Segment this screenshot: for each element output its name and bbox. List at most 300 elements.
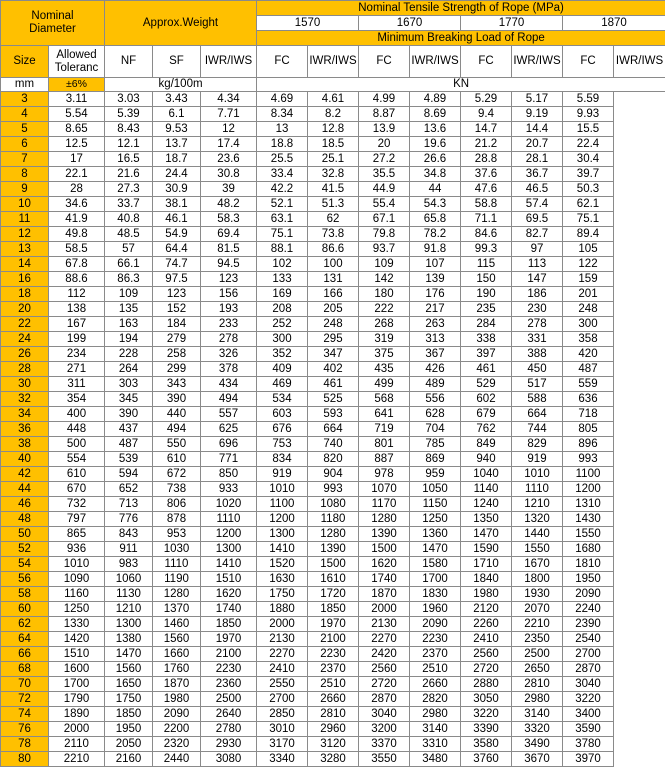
value-cell: 534 [257, 392, 308, 407]
value-cell: 24.4 [153, 167, 201, 182]
value-cell: 1470 [461, 527, 512, 542]
table-row [1, 437, 665, 452]
value-cell: 1100 [563, 467, 614, 482]
value-cell: 1160 [49, 587, 105, 602]
value-cell: 625 [201, 422, 257, 437]
weight-col-iwr: IWR/IWS [201, 46, 257, 78]
value-cell: 3220 [461, 707, 512, 722]
value-cell: 36.7 [512, 167, 563, 182]
value-cell: 252 [257, 317, 308, 332]
value-cell: 123 [153, 287, 201, 302]
size-cell: 36 [1, 422, 49, 437]
value-cell: 1710 [461, 557, 512, 572]
value-cell: 156 [201, 287, 257, 302]
value-cell: 1080 [308, 497, 359, 512]
value-cell: 9.93 [563, 107, 614, 122]
value-cell: 8.69 [410, 107, 461, 122]
value-cell: 109 [359, 257, 410, 272]
value-cell: 311 [49, 377, 105, 392]
value-cell: 1440 [512, 527, 563, 542]
grade-1670-header: 1670 [359, 16, 461, 31]
value-cell: 559 [563, 377, 614, 392]
value-cell: 1720 [308, 587, 359, 602]
value-cell: 738 [153, 482, 201, 497]
value-cell: 1600 [49, 662, 105, 677]
value-cell: 2090 [410, 617, 461, 632]
value-cell: 2320 [153, 737, 201, 752]
value-cell: 8.87 [359, 107, 410, 122]
value-cell: 740 [308, 437, 359, 452]
value-cell: 97 [512, 242, 563, 257]
value-cell: 400 [49, 407, 105, 422]
value-cell: 3480 [410, 752, 461, 767]
size-cell: 40 [1, 452, 49, 467]
value-cell: 3580 [461, 737, 512, 752]
value-cell: 1320 [512, 512, 563, 527]
value-cell: 163 [105, 317, 153, 332]
value-cell: 4.34 [201, 92, 257, 107]
table-row [1, 212, 665, 227]
value-cell: 2980 [410, 707, 461, 722]
table-row [1, 737, 665, 752]
value-cell: 33.4 [257, 167, 308, 182]
value-cell: 1680 [563, 542, 614, 557]
size-cell: 34 [1, 407, 49, 422]
value-cell: 58.5 [49, 242, 105, 257]
value-cell: 1740 [201, 602, 257, 617]
value-cell: 402 [308, 362, 359, 377]
table-row [1, 692, 665, 707]
value-cell: 12.8 [308, 122, 359, 137]
value-cell: 1010 [49, 557, 105, 572]
value-cell: 2230 [308, 647, 359, 662]
value-cell: 641 [359, 407, 410, 422]
value-cell: 14.7 [461, 122, 512, 137]
value-cell: 1180 [308, 512, 359, 527]
load-col-iwr-1870: IWR/IWS [614, 46, 665, 78]
value-cell: 3140 [512, 707, 563, 722]
value-cell: 88.1 [257, 242, 308, 257]
value-cell: 849 [461, 437, 512, 452]
value-cell: 271 [49, 362, 105, 377]
value-cell: 933 [201, 482, 257, 497]
value-cell: 2050 [105, 737, 153, 752]
size-cell: 18 [1, 287, 49, 302]
value-cell: 1060 [105, 572, 153, 587]
value-cell: 2240 [563, 602, 614, 617]
value-cell: 278 [201, 332, 257, 347]
value-cell: 1620 [201, 587, 257, 602]
value-cell: 35.5 [359, 167, 410, 182]
value-cell: 1360 [410, 527, 461, 542]
value-cell: 300 [257, 332, 308, 347]
value-cell: 2980 [512, 692, 563, 707]
value-cell: 233 [201, 317, 257, 332]
value-cell: 135 [105, 302, 153, 317]
value-cell: 771 [201, 452, 257, 467]
value-cell: 420 [563, 347, 614, 362]
value-cell: 1430 [563, 512, 614, 527]
value-cell: 887 [359, 452, 410, 467]
value-cell: 3390 [461, 722, 512, 737]
size-cell: 28 [1, 362, 49, 377]
value-cell: 1030 [153, 542, 201, 557]
value-cell: 194 [105, 332, 153, 347]
value-cell: 82.7 [512, 227, 563, 242]
value-cell: 2130 [257, 632, 308, 647]
value-cell: 993 [308, 482, 359, 497]
value-cell: 41.9 [49, 212, 105, 227]
value-cell: 208 [257, 302, 308, 317]
value-cell: 84.6 [461, 227, 512, 242]
allowed-tolerance-value: ±6% [49, 78, 105, 92]
size-cell: 64 [1, 632, 49, 647]
value-cell: 2410 [461, 632, 512, 647]
value-cell: 1970 [308, 617, 359, 632]
value-cell: 122 [563, 257, 614, 272]
value-cell: 2000 [359, 602, 410, 617]
value-cell: 2870 [563, 662, 614, 677]
value-cell: 953 [153, 527, 201, 542]
value-cell: 375 [359, 347, 410, 362]
value-cell: 1170 [359, 497, 410, 512]
table-row [1, 347, 665, 362]
size-cell: 11 [1, 212, 49, 227]
value-cell: 71.1 [461, 212, 512, 227]
value-cell: 732 [49, 497, 105, 512]
value-cell: 1750 [257, 587, 308, 602]
table-row [1, 647, 665, 662]
size-cell: 58 [1, 587, 49, 602]
value-cell: 193 [201, 302, 257, 317]
value-cell: 3780 [563, 737, 614, 752]
size-cell: 22 [1, 317, 49, 332]
value-cell: 2560 [359, 662, 410, 677]
value-cell: 2210 [512, 617, 563, 632]
load-col-iwr-1570: IWR/IWS [308, 46, 359, 78]
value-cell: 319 [359, 332, 410, 347]
value-cell: 1020 [201, 497, 257, 512]
nominal-tensile-header: Nominal Tensile Strength of Rope (MPa) [257, 1, 665, 16]
value-cell: 2510 [410, 662, 461, 677]
value-cell: 2410 [257, 662, 308, 677]
value-cell: 12.1 [105, 137, 153, 152]
value-cell: 1390 [308, 542, 359, 557]
size-cell: 46 [1, 497, 49, 512]
value-cell: 152 [153, 302, 201, 317]
table-row [1, 752, 665, 767]
value-cell: 102 [257, 257, 308, 272]
value-cell: 94.5 [201, 257, 257, 272]
value-cell: 1410 [201, 557, 257, 572]
value-cell: 300 [563, 317, 614, 332]
value-cell: 8.2 [308, 107, 359, 122]
value-cell: 1850 [201, 617, 257, 632]
table-row [1, 272, 665, 287]
size-cell: 52 [1, 542, 49, 557]
value-cell: 7.71 [201, 107, 257, 122]
value-cell: 278 [512, 317, 563, 332]
value-cell: 167 [49, 317, 105, 332]
value-cell: 1500 [359, 542, 410, 557]
value-cell: 33.7 [105, 197, 153, 212]
value-cell: 1950 [563, 572, 614, 587]
value-cell: 2230 [201, 662, 257, 677]
value-cell: 58.8 [461, 197, 512, 212]
value-cell: 1280 [153, 587, 201, 602]
value-cell: 78.2 [410, 227, 461, 242]
value-cell: 1110 [201, 512, 257, 527]
value-cell: 2160 [105, 752, 153, 767]
table-row [1, 467, 665, 482]
grade-1570-header: 1570 [257, 16, 359, 31]
value-cell: 2440 [153, 752, 201, 767]
value-cell: 222 [359, 302, 410, 317]
value-cell: 525 [308, 392, 359, 407]
value-cell: 25.1 [308, 152, 359, 167]
value-cell: 1660 [153, 647, 201, 662]
size-cell: 54 [1, 557, 49, 572]
weight-col-nf: NF [105, 46, 153, 78]
value-cell: 820 [308, 452, 359, 467]
value-cell: 919 [512, 452, 563, 467]
table-row [1, 242, 665, 257]
value-cell: 713 [105, 497, 153, 512]
value-cell: 12 [201, 122, 257, 137]
value-cell: 3590 [563, 722, 614, 737]
value-cell: 1880 [257, 602, 308, 617]
value-cell: 30.8 [201, 167, 257, 182]
value-cell: 1560 [153, 632, 201, 647]
value-cell: 1630 [257, 572, 308, 587]
value-cell: 28.8 [461, 152, 512, 167]
value-cell: 57.4 [512, 197, 563, 212]
value-cell: 762 [461, 422, 512, 437]
value-cell: 14.4 [512, 122, 563, 137]
value-cell: 1390 [359, 527, 410, 542]
value-cell: 2260 [461, 617, 512, 632]
value-cell: 628 [410, 407, 461, 422]
value-cell: 1830 [410, 587, 461, 602]
value-cell: 18.8 [257, 137, 308, 152]
value-cell: 529 [461, 377, 512, 392]
value-cell: 850 [201, 467, 257, 482]
value-cell: 2350 [512, 632, 563, 647]
value-cell: 1300 [257, 527, 308, 542]
value-cell: 753 [257, 437, 308, 452]
size-cell: 6 [1, 137, 49, 152]
approx-weight-header: Approx.Weight [105, 1, 257, 46]
value-cell: 550 [153, 437, 201, 452]
table-row [1, 152, 665, 167]
value-cell: 184 [153, 317, 201, 332]
table-row [1, 482, 665, 497]
value-cell: 205 [308, 302, 359, 317]
value-cell: 186 [512, 287, 563, 302]
value-cell: 23.6 [201, 152, 257, 167]
value-cell: 97.5 [153, 272, 201, 287]
value-cell: 785 [410, 437, 461, 452]
value-cell: 303 [105, 377, 153, 392]
value-cell: 19.6 [410, 137, 461, 152]
value-cell: 48.5 [105, 227, 153, 242]
table-row [1, 227, 665, 242]
value-cell: 3400 [563, 707, 614, 722]
value-cell: 1330 [49, 617, 105, 632]
nominal-diameter-header: Nominal Diameter [1, 1, 105, 46]
value-cell: 829 [512, 437, 563, 452]
value-cell: 354 [49, 392, 105, 407]
value-cell: 21.2 [461, 137, 512, 152]
table-row [1, 407, 665, 422]
value-cell: 55.4 [359, 197, 410, 212]
value-cell: 696 [201, 437, 257, 452]
value-cell: 40.8 [105, 212, 153, 227]
size-cell: 16 [1, 272, 49, 287]
value-cell: 86.6 [308, 242, 359, 257]
value-cell: 1560 [105, 662, 153, 677]
value-cell: 169 [257, 287, 308, 302]
table-row [1, 557, 665, 572]
value-cell: 113 [512, 257, 563, 272]
size-cell: 78 [1, 737, 49, 752]
value-cell: 2110 [49, 737, 105, 752]
value-cell: 79.8 [359, 227, 410, 242]
table-row [1, 332, 665, 347]
value-cell: 3490 [512, 737, 563, 752]
value-cell: 17.4 [201, 137, 257, 152]
value-cell: 166 [308, 287, 359, 302]
size-cell: 44 [1, 482, 49, 497]
value-cell: 487 [105, 437, 153, 452]
value-cell: 5.54 [49, 107, 105, 122]
value-cell: 27.3 [105, 182, 153, 197]
value-cell: 15.5 [563, 122, 614, 137]
value-cell: 47.6 [461, 182, 512, 197]
value-cell: 2000 [49, 722, 105, 737]
value-cell: 2700 [257, 692, 308, 707]
value-cell: 517 [512, 377, 563, 392]
value-cell: 49.8 [49, 227, 105, 242]
value-cell: 797 [49, 512, 105, 527]
value-cell: 1100 [257, 497, 308, 512]
value-cell: 5.17 [512, 92, 563, 107]
value-cell: 2540 [563, 632, 614, 647]
value-cell: 13.9 [359, 122, 410, 137]
value-cell: 603 [257, 407, 308, 422]
value-cell: 190 [461, 287, 512, 302]
size-cell: 9 [1, 182, 49, 197]
value-cell: 9.19 [512, 107, 563, 122]
load-col-iwr-1670: IWR/IWS [410, 46, 461, 78]
value-cell: 2100 [308, 632, 359, 647]
value-cell: 610 [153, 452, 201, 467]
value-cell: 2070 [512, 602, 563, 617]
value-cell: 284 [461, 317, 512, 332]
value-cell: 73.8 [308, 227, 359, 242]
value-cell: 1150 [410, 497, 461, 512]
value-cell: 133 [257, 272, 308, 287]
value-cell: 1140 [461, 482, 512, 497]
size-cell: 74 [1, 707, 49, 722]
table-row [1, 677, 665, 692]
size-cell: 24 [1, 332, 49, 347]
value-cell: 1700 [410, 572, 461, 587]
value-cell: 878 [153, 512, 201, 527]
value-cell: 3.03 [105, 92, 153, 107]
size-cell: 7 [1, 152, 49, 167]
size-cell: 32 [1, 392, 49, 407]
value-cell: 3080 [201, 752, 257, 767]
value-cell: 99.3 [461, 242, 512, 257]
value-cell: 57 [105, 242, 153, 257]
value-cell: 38.1 [153, 197, 201, 212]
value-cell: 345 [105, 392, 153, 407]
value-cell: 22.4 [563, 137, 614, 152]
size-cell: 48 [1, 512, 49, 527]
value-cell: 3310 [410, 737, 461, 752]
size-cell: 72 [1, 692, 49, 707]
size-cell: 26 [1, 347, 49, 362]
value-cell: 409 [257, 362, 308, 377]
table-row [1, 587, 665, 602]
value-cell: 3220 [563, 692, 614, 707]
value-cell: 437 [105, 422, 153, 437]
value-cell: 719 [359, 422, 410, 437]
value-cell: 557 [201, 407, 257, 422]
table-row [1, 257, 665, 272]
value-cell: 268 [359, 317, 410, 332]
value-cell: 2810 [308, 707, 359, 722]
value-cell: 1930 [512, 587, 563, 602]
value-cell: 20.7 [512, 137, 563, 152]
value-cell: 664 [512, 407, 563, 422]
value-cell: 20 [359, 137, 410, 152]
value-cell: 936 [49, 542, 105, 557]
value-cell: 588 [512, 392, 563, 407]
value-cell: 2200 [153, 722, 201, 737]
value-cell: 499 [359, 377, 410, 392]
value-cell: 4.61 [308, 92, 359, 107]
value-cell: 2820 [410, 692, 461, 707]
value-cell: 3670 [512, 752, 563, 767]
value-cell: 105 [563, 242, 614, 257]
table-row [1, 572, 665, 587]
value-cell: 378 [201, 362, 257, 377]
size-cell: 60 [1, 602, 49, 617]
value-cell: 16.5 [105, 152, 153, 167]
value-cell: 636 [563, 392, 614, 407]
value-cell: 4.69 [257, 92, 308, 107]
value-cell: 1420 [49, 632, 105, 647]
value-cell: 801 [359, 437, 410, 452]
table-row [1, 167, 665, 182]
value-cell: 8.43 [105, 122, 153, 137]
value-cell: 2850 [257, 707, 308, 722]
value-cell: 865 [49, 527, 105, 542]
value-cell: 1500 [308, 557, 359, 572]
value-cell: 30.9 [153, 182, 201, 197]
value-cell: 1350 [461, 512, 512, 527]
value-cell: 388 [512, 347, 563, 362]
value-cell: 75.1 [563, 212, 614, 227]
value-cell: 5.39 [105, 107, 153, 122]
value-cell: 100 [308, 257, 359, 272]
value-cell: 664 [308, 422, 359, 437]
table-row [1, 362, 665, 377]
value-cell: 62.1 [563, 197, 614, 212]
value-cell: 313 [410, 332, 461, 347]
